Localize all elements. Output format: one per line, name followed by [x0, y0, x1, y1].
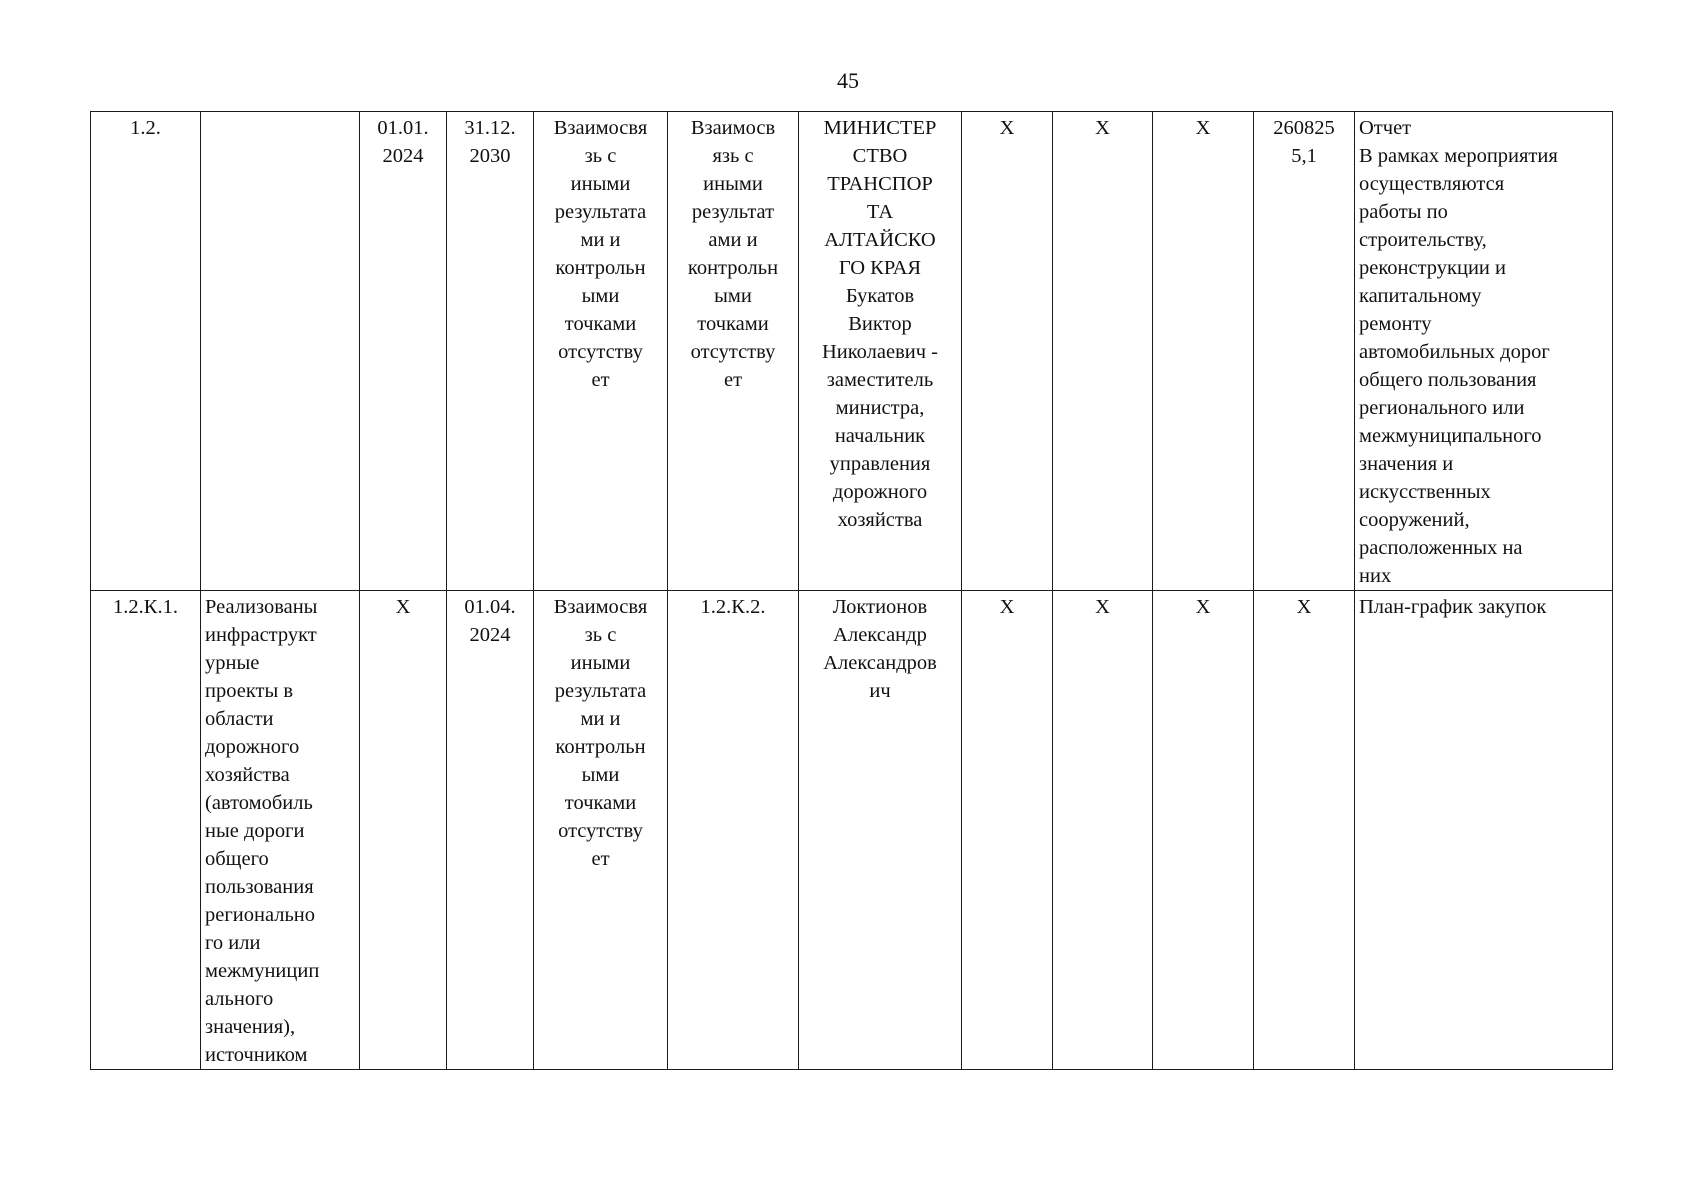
end-date-cell: 01.04. 2024	[447, 591, 534, 1070]
start-date-cell: X	[360, 591, 447, 1070]
responsible-cell: Локтионов Александр Александров ич	[799, 591, 962, 1070]
start-date-cell: 01.01. 2024	[360, 112, 447, 591]
mark-cell-3: X	[1153, 591, 1254, 1070]
row-number-cell: 1.2.К.1.	[91, 591, 201, 1070]
table-row	[91, 112, 1613, 591]
predecessor-link-cell: Взаимосвя зь с иными результата ми и контрольн ыми точками отсутству ет	[534, 112, 668, 591]
successor-link-cell: Взаимосв язь с иными результат ами и контрольн ыми точками отсутству ет	[668, 112, 799, 591]
successor-link-cell: 1.2.К.2.	[668, 591, 799, 1070]
row-number-cell: 1.2.	[91, 112, 201, 591]
mark-cell-2: X	[1053, 112, 1153, 591]
result-name-cell	[201, 112, 360, 591]
mark-cell-2: X	[1053, 591, 1153, 1070]
responsible-cell: МИНИСТЕР СТВО ТРАНСПОР ТА АЛТАЙСКО ГО КРАЯ Букатов Виктор Николаевич - заместитель министра, начальник управления дорожного хозяйства	[799, 112, 962, 591]
document-type-cell: План-график закупок	[1355, 591, 1613, 1070]
document-type-cell: Отчет В рамках мероприятия осуществляются работы по строительству, реконструкции и капитальному ремонту автомобильных дорог общего пользования регионального или межмуниципального значения и искусственных сооружений, расположенных на них	[1355, 112, 1613, 591]
document-table	[90, 111, 1613, 1070]
mark-cell-3: X	[1153, 112, 1254, 591]
predecessor-link-cell: Взаимосвя зь с иными результата ми и контрольн ыми точками отсутству ет	[534, 591, 668, 1070]
amount-cell: X	[1254, 591, 1355, 1070]
result-name-cell: Реализованы инфраструкт урные проекты в области дорожного хозяйства (автомобиль ные дороги общего пользования регионально го или межмуницип ального значения), источником	[201, 591, 360, 1070]
page-number: 45	[837, 68, 859, 93]
table-row	[91, 591, 1613, 1070]
end-date-cell: 31.12. 2030	[447, 112, 534, 591]
amount-cell: 260825 5,1	[1254, 112, 1355, 591]
mark-cell-1: X	[962, 591, 1053, 1070]
mark-cell-1: X	[962, 112, 1053, 591]
